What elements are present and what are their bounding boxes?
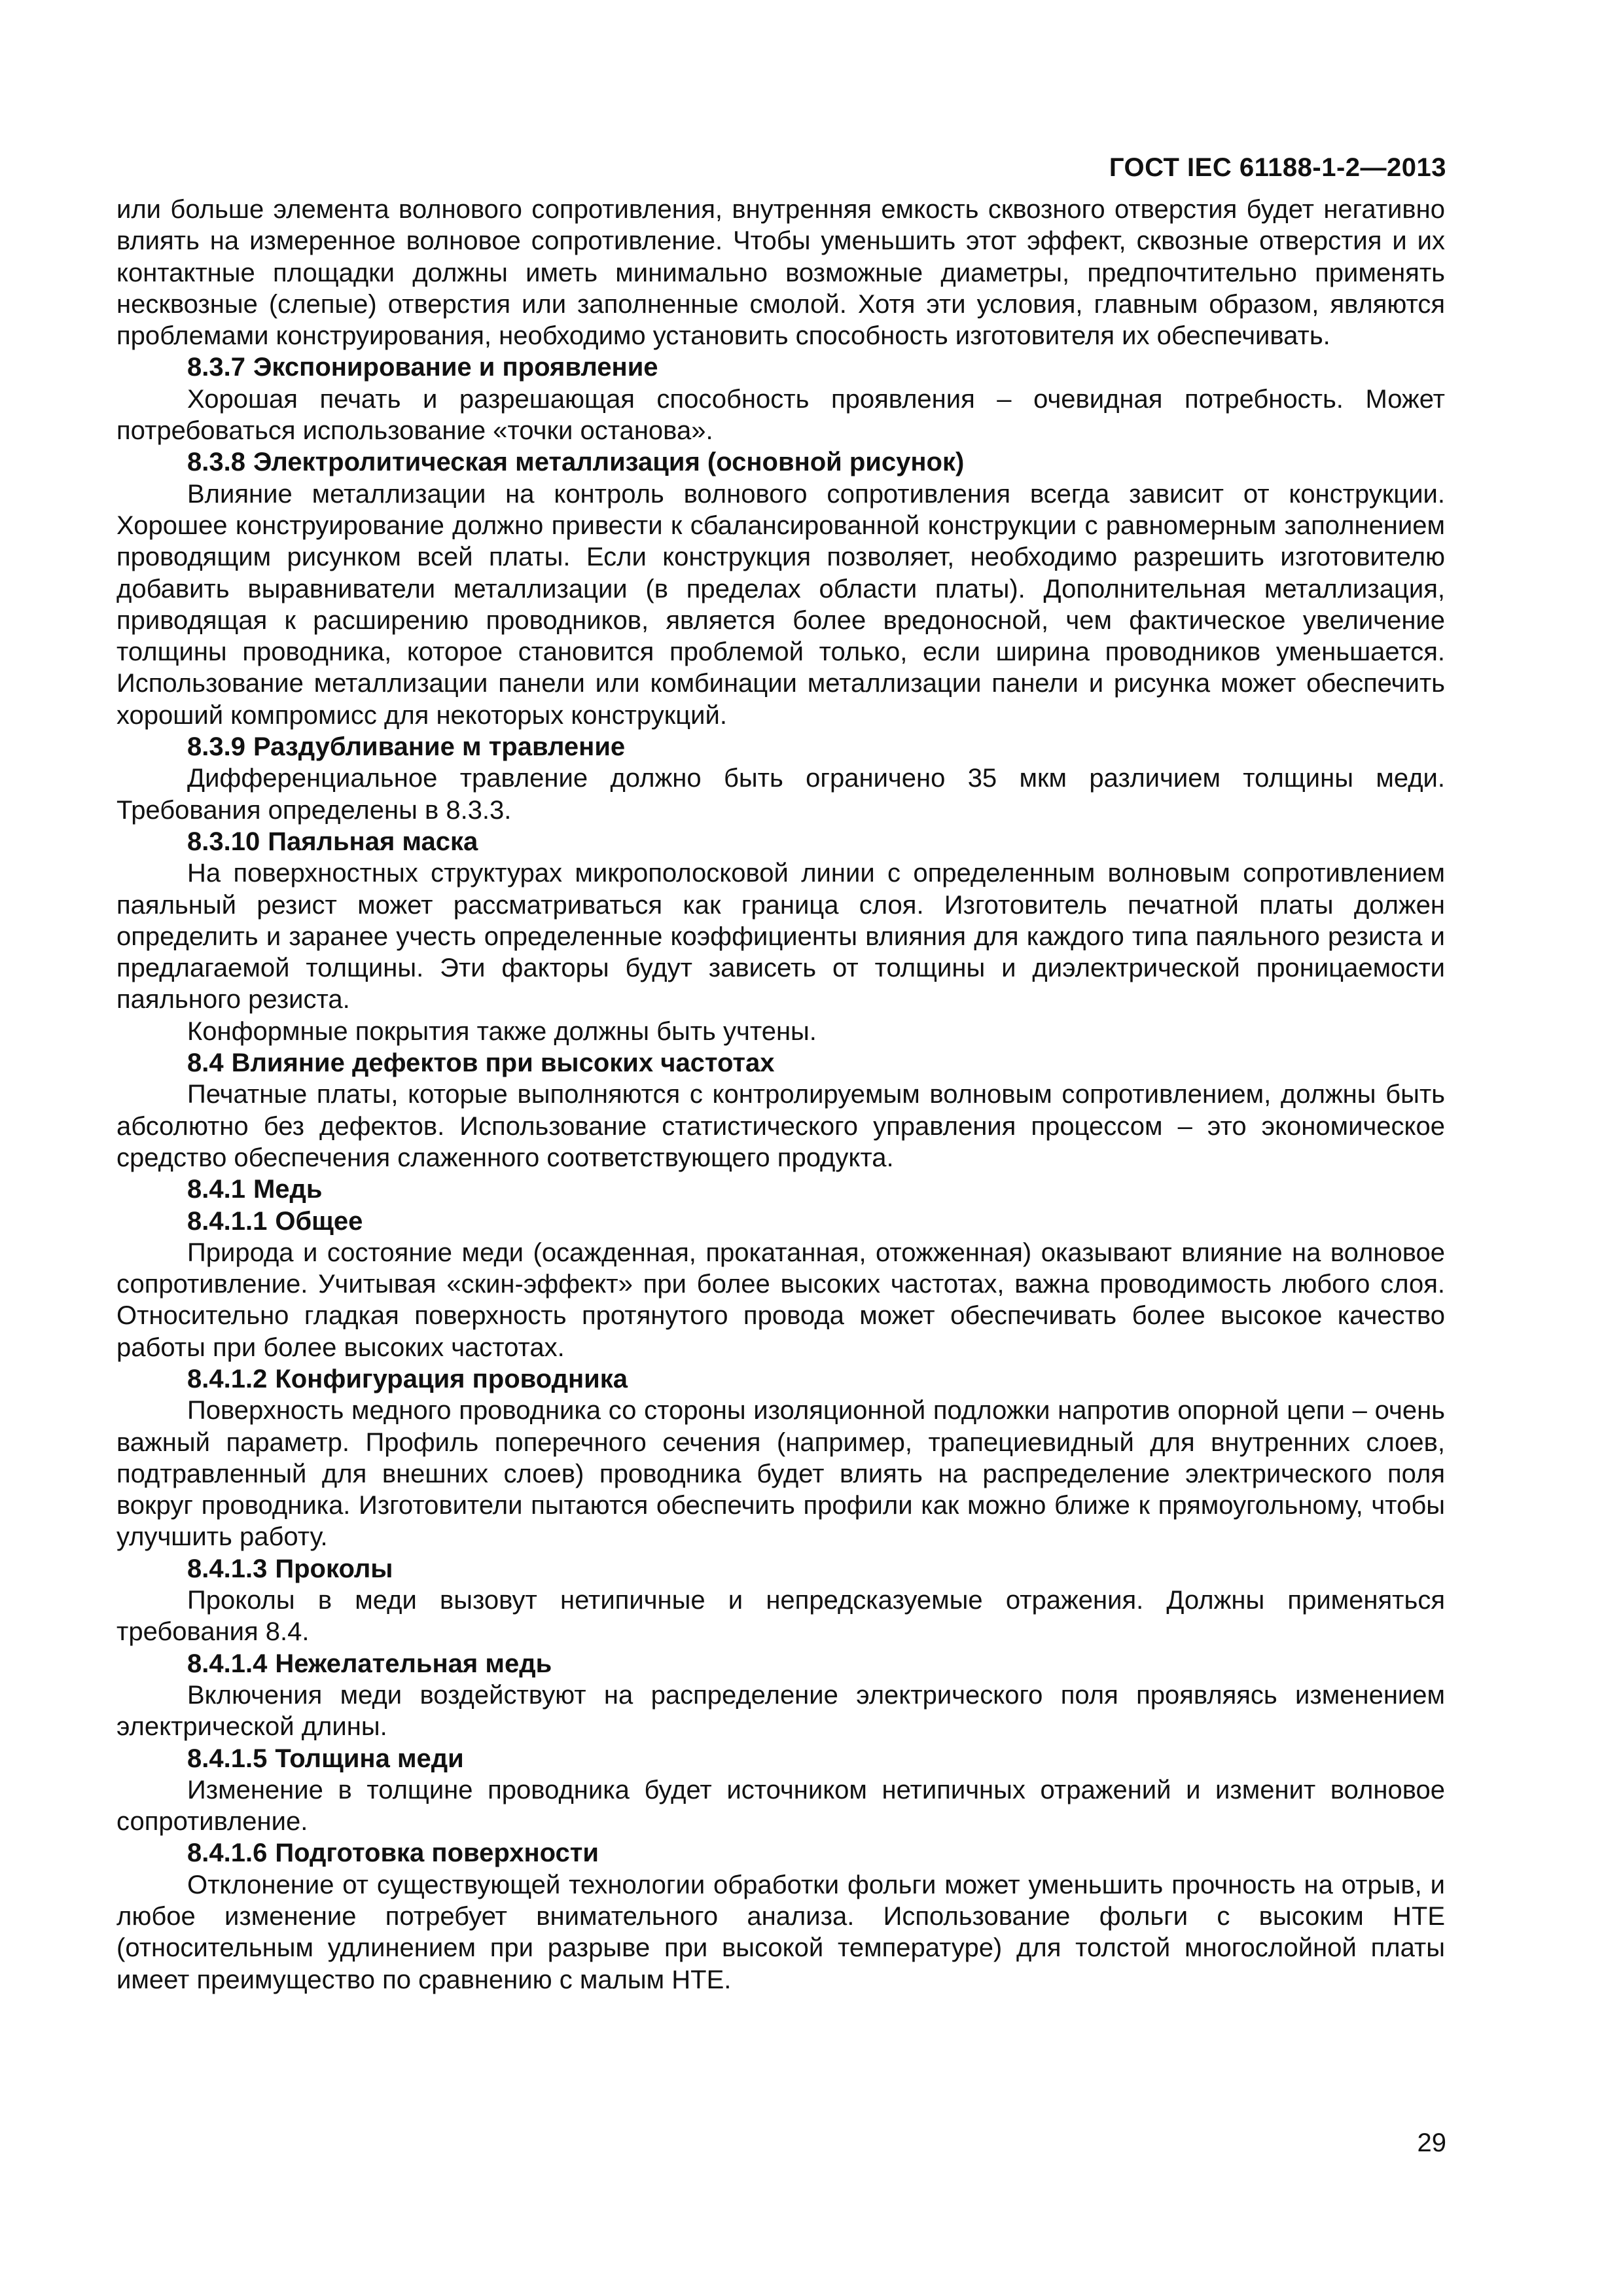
paragraph: Проколы в меди вызовут нетипичные и непредсказуемые отражения. Должны применяться требования 8.4. xyxy=(116,1586,1445,1647)
section-number: 8.4.1.4 xyxy=(187,1649,268,1678)
section-number: 8.4.1.5 xyxy=(187,1744,268,1773)
section-number: 8.4 xyxy=(187,1049,224,1078)
section-heading xyxy=(116,351,1445,383)
section-heading xyxy=(116,1648,1445,1679)
section-title: Проколы xyxy=(275,1554,393,1583)
section-heading xyxy=(116,826,1445,857)
section-heading xyxy=(116,1047,1445,1079)
section-title: Электролитическая металлизация (основной рисунок) xyxy=(253,448,965,477)
section-number: 8.4.1.6 xyxy=(187,1839,268,1868)
paragraph: На поверхностных структурах микрополосковой линии с определенным волновым сопротивлением паяльный резист может рассматриваться как граница слоя. Изготовитель печатной платы должен определить и заранее учесть определенные коэффициенты влияния для каждого типа паяльного резиста и предлагаемой толщины. Эти факторы будут зависеть от толщины и диэлектрической проницаемости паяльного резиста. xyxy=(116,859,1445,1014)
paragraph: Поверхность медного проводника со стороны изоляционной подложки напротив опорной цепи – очень важный параметр. Профиль поперечного сечения (например, трапециевидный для внутренних слоев, подтравленный для внешних слоев) проводника будет влиять на распределение электрического поля вокруг проводника. Изготовители пытаются обеспечить профили как можно ближе к прямоугольному, чтобы улучшить работу. xyxy=(116,1396,1445,1552)
paragraph: Включения меди воздействуют на распределение электрического поля проявляясь изменением электрической длины. xyxy=(116,1680,1445,1742)
section-number: 8.4.1.3 xyxy=(187,1554,268,1583)
paragraph: Конформные покрытия также должны быть учтены. xyxy=(187,1016,817,1046)
section-title: Паяльная маска xyxy=(268,827,478,856)
section-heading xyxy=(116,1363,1445,1395)
section-heading xyxy=(116,1743,1445,1774)
section-number: 8.4.1.1 xyxy=(187,1206,268,1236)
section-title: Толщина меди xyxy=(275,1744,464,1773)
section-heading xyxy=(116,1174,1445,1205)
section-heading xyxy=(116,1553,1445,1585)
section-title: Подготовка поверхности xyxy=(275,1839,599,1868)
section-title: Влияние дефектов при высоких частотах xyxy=(231,1049,775,1078)
section-heading xyxy=(116,731,1445,762)
section-number: 8.3.9 xyxy=(187,732,245,762)
paragraph: Хорошая печать и разрешающая способность проявления – очевидная потребность. Может потребоваться использование «точки останова». xyxy=(116,384,1445,446)
section-title: Экспонирование и проявление xyxy=(253,353,658,382)
section-heading xyxy=(116,1206,1445,1237)
paragraph: Влияние металлизации на контроль волнового сопротивления всегда зависит от конструкции. Хорошее конструирование должно привести к сбалансированной конструкции с равномерным заполнением проводящим рисунком всей платы. Если конструкция позволяет, необходимо разрешить изготовителю добавить выравниватели металлизации (в пределах области платы). Дополнительная металлизация, приводящая к расширению проводников, является более вредоносной, чем фактическое увеличение толщины проводника, которое становится проблемой только, если ширина проводников уменьшается. Использование металлизации панели или комбинации металлизации панели и рисунка может обеспечить хороший компромисс для некоторых конструкций. xyxy=(116,479,1445,730)
section-number: 8.4.1 xyxy=(187,1175,245,1204)
section-heading xyxy=(116,446,1445,478)
section-title: Раздубливание м травление xyxy=(253,732,626,762)
page-body xyxy=(116,194,1445,1996)
section-number: 8.3.8 xyxy=(187,448,245,477)
paragraph: Печатные платы, которые выполняются с контролируемым волновым сопротивлением, должны быть абсолютно без дефектов. Использование статистического управления процессом – это экономическое средство обеспечения слаженного соответствующего продукта. xyxy=(116,1080,1445,1172)
section-number: 8.3.10 xyxy=(187,827,260,856)
document-code-header: ГОСТ IEC 61188-1-2—2013 xyxy=(1109,153,1446,182)
section-title: Конфигурация проводника xyxy=(275,1364,628,1393)
section-number: 8.3.7 xyxy=(187,353,245,382)
continued-paragraph: или больше элемента волнового сопротивления, внутренняя емкость сквозного отверстия будет негативно влиять на измеренное волновое сопротивление. Чтобы уменьшить этот эффект, сквозные отверстия и их контактные площадки должны иметь минимально возможные диаметры, предпочтительно применять несквозные (слепые) отверстия или заполненные смолой. Хотя эти условия, главным образом, являются проблемами конструирования, необходимо установить способность изготовителя их обеспечивать. xyxy=(116,195,1445,351)
paragraph: Дифференциальное травление должно быть ограничено 35 мкм различием толщины меди. Требования определены в 8.3.3. xyxy=(116,764,1445,825)
section-title: Нежелательная медь xyxy=(275,1649,552,1678)
section-heading xyxy=(116,1837,1445,1869)
paragraph: Изменение в толщине проводника будет источником нетипичных отражений и изменит волновое сопротивление. xyxy=(116,1775,1445,1837)
page-number: 29 xyxy=(1417,2128,1446,2157)
paragraph: Отклонение от существующей технологии обработки фольги может уменьшить прочность на отрыв, и любое изменение потребует внимательного анализа. Использование фольги с высоким НТЕ (относительным удлинением при разрыве при высокой температуре) для толстой многослойной платы имеет преимущество по сравнению с малым НТЕ. xyxy=(116,1870,1445,1994)
paragraph: Природа и состояние меди (осажденная, прокатанная, отожженная) оказывают влияние на волновое сопротивление. Учитывая «скин-эффект» при более высоких частотах, важна проводимость любого слоя. Относительно гладкая поверхность протянутого провода может обеспечивать более высокое качество работы при более высоких частотах. xyxy=(116,1238,1445,1362)
section-number: 8.4.1.2 xyxy=(187,1364,268,1393)
section-title: Медь xyxy=(253,1175,323,1204)
section-title: Общее xyxy=(275,1206,363,1236)
